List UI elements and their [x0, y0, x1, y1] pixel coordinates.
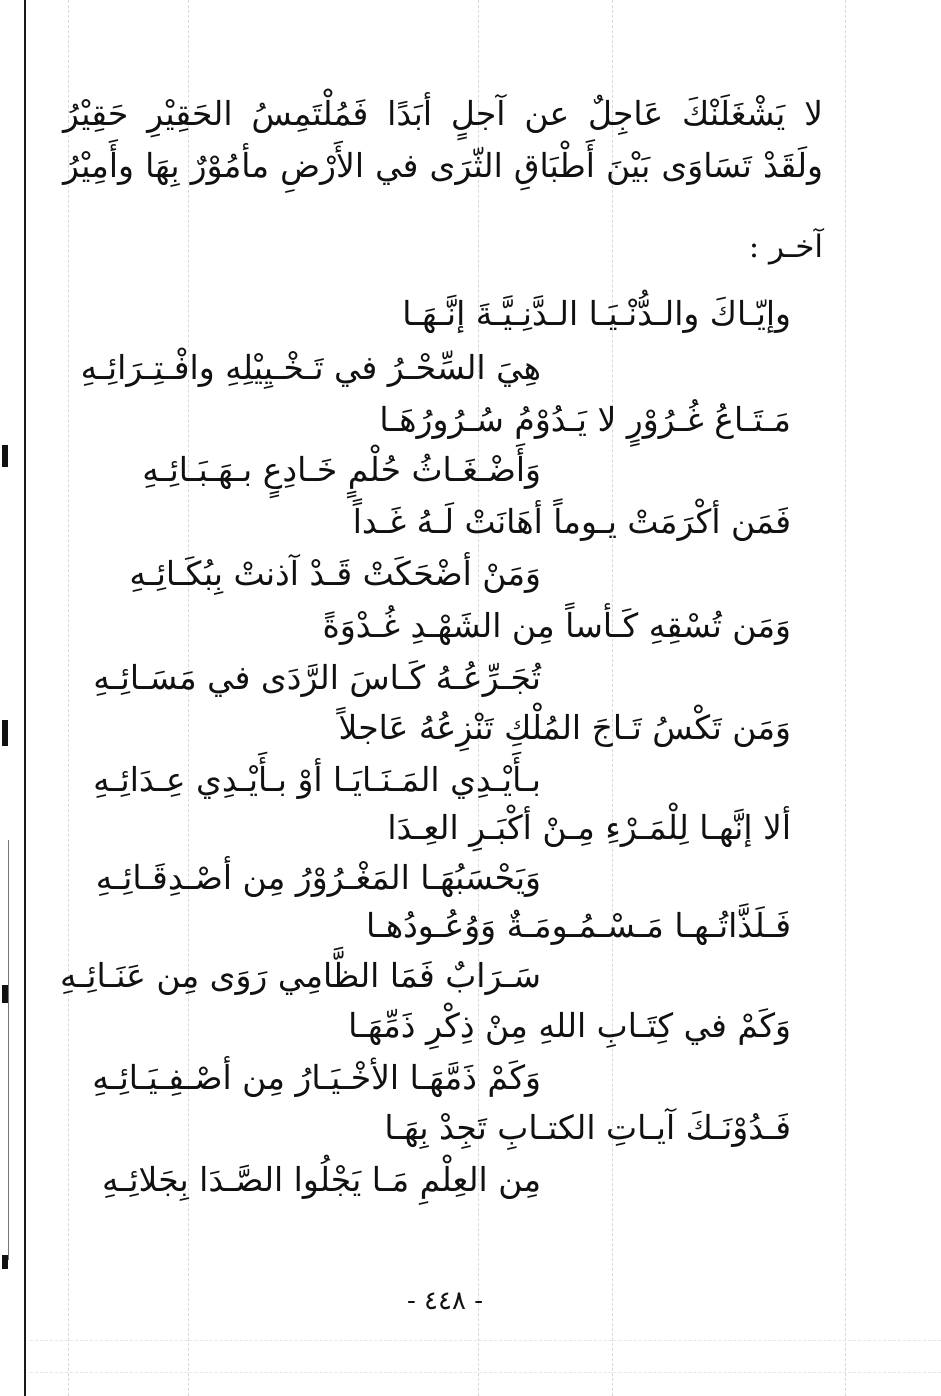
section-label: آخـر : — [748, 229, 823, 265]
intro-line: ولَقَدْ تَسَاوَى بَيْنَ أَطْبَاقِ الثّرَى في الأَرْضِ مأمُوْرٌ بِهَا وأَمِيْرُ — [63, 146, 823, 185]
scan-dotted-guide — [30, 1372, 941, 1373]
verse-first-hemistich: وَمَن تَكْسُ تَـاجَ المُلْكِ تَنْزِعُهُ عَاجلاً — [338, 708, 791, 747]
verse-second-hemistich: تُجَـرِّعُـهُ كَـاسَ الرَّدَى في مَسَـائِـهِ — [93, 658, 541, 697]
verse-first-hemistich: وَكَمْ في كِتَـابِ اللهِ مِنْ ذِكْرِ ذَمِّهَـا — [348, 1006, 791, 1045]
verse-second-hemistich: وَمَنْ أضْحَكَتْ قَـدْ آذنتْ بِبُكَـائِـهِ — [129, 554, 541, 593]
verse-first-hemistich: فَـدُوْنَـكَ آيـاتِ الكتـابِ تَجِدْ بِهَـا — [384, 1108, 791, 1147]
edge-mark — [2, 985, 8, 1003]
binding-edge-line — [24, 0, 26, 1396]
intro-line: لا يَشْغَلَنْكَ عَاجِلٌ عن آجلٍ أبَدًا فَمُلْتَمِسُ الحَقِيْرِ حَقِيْرُ — [63, 94, 823, 133]
scan-dotted-guide — [612, 0, 613, 1396]
scan-dotted-guide — [30, 1340, 941, 1341]
verse-first-hemistich: مَـتَـاعُ غُـرُوْرٍ لا يَـدُوْمُ سُـرُورُهَـا — [379, 400, 791, 439]
verse-second-hemistich: وَكَمْ ذَمَّهَـا الأخْـيَـارُ مِن أصْـفِـيَـائِـهِ — [92, 1058, 541, 1097]
verse-second-hemistich: مِن العِلْمِ مَـا يَجْلُوا الصَّـدَا بِجَلائِـهِ — [101, 1160, 541, 1199]
verse-second-hemistich: بـأَيْـدِي المَـنَـايَـا أوْ بـأَيْـدِي عِـدَائِـهِ — [93, 760, 541, 799]
scan-dotted-guide — [68, 0, 69, 1396]
verse-second-hemistich: وَأَضْـغَـاثُ حُلْمٍ خَـادِعٍ بـهَـبَـائِـهِ — [142, 450, 541, 489]
edge-mark — [2, 1255, 8, 1269]
verse-first-hemistich: وإيّـاكَ والـدُّنْـيَـا الـدَّنِـيَّـةَ إنَّـهَـا — [402, 294, 791, 333]
scan-dotted-guide — [845, 0, 846, 1396]
verse-first-hemistich: وَمَن تُسْقِهِ كَـأساً مِن الشَهْـدِ غُـدْوَةً — [322, 606, 791, 645]
verse-first-hemistich: ألا إنَّهـا لِلْمَـرْءِ مِـنْ أكْبَـرِ العِـدَا — [387, 808, 791, 847]
verse-second-hemistich: وَيَحْسَبُهَـا المَغْـرُوْرُ مِن أصْـدِقَـائِـهِ — [95, 858, 541, 897]
verse-second-hemistich: هِيَ السِّحْـرُ في تَـخْـيِيْلِهِ وافْـتِـرَائِـهِ — [80, 348, 541, 387]
edge-mark — [2, 445, 8, 467]
verse-first-hemistich: فَمَن أكْرَمَتْ يـوماً أهَانَتْ لَـهُ غَـداً — [352, 502, 791, 541]
verse-second-hemistich: سَـرَابٌ فَمَا الظَّامِي رَوَى مِن عَنَـائِـهِ — [59, 956, 541, 995]
verse-first-hemistich: فَـلَذَّاتُـهـا مَـسْـمُـومَـةٌ وَوُعُـودُهـا — [365, 906, 791, 945]
binding-edge-line-secondary — [8, 840, 9, 1260]
page-number: - ٤٤٨ - — [406, 1286, 484, 1316]
edge-mark — [2, 720, 8, 746]
